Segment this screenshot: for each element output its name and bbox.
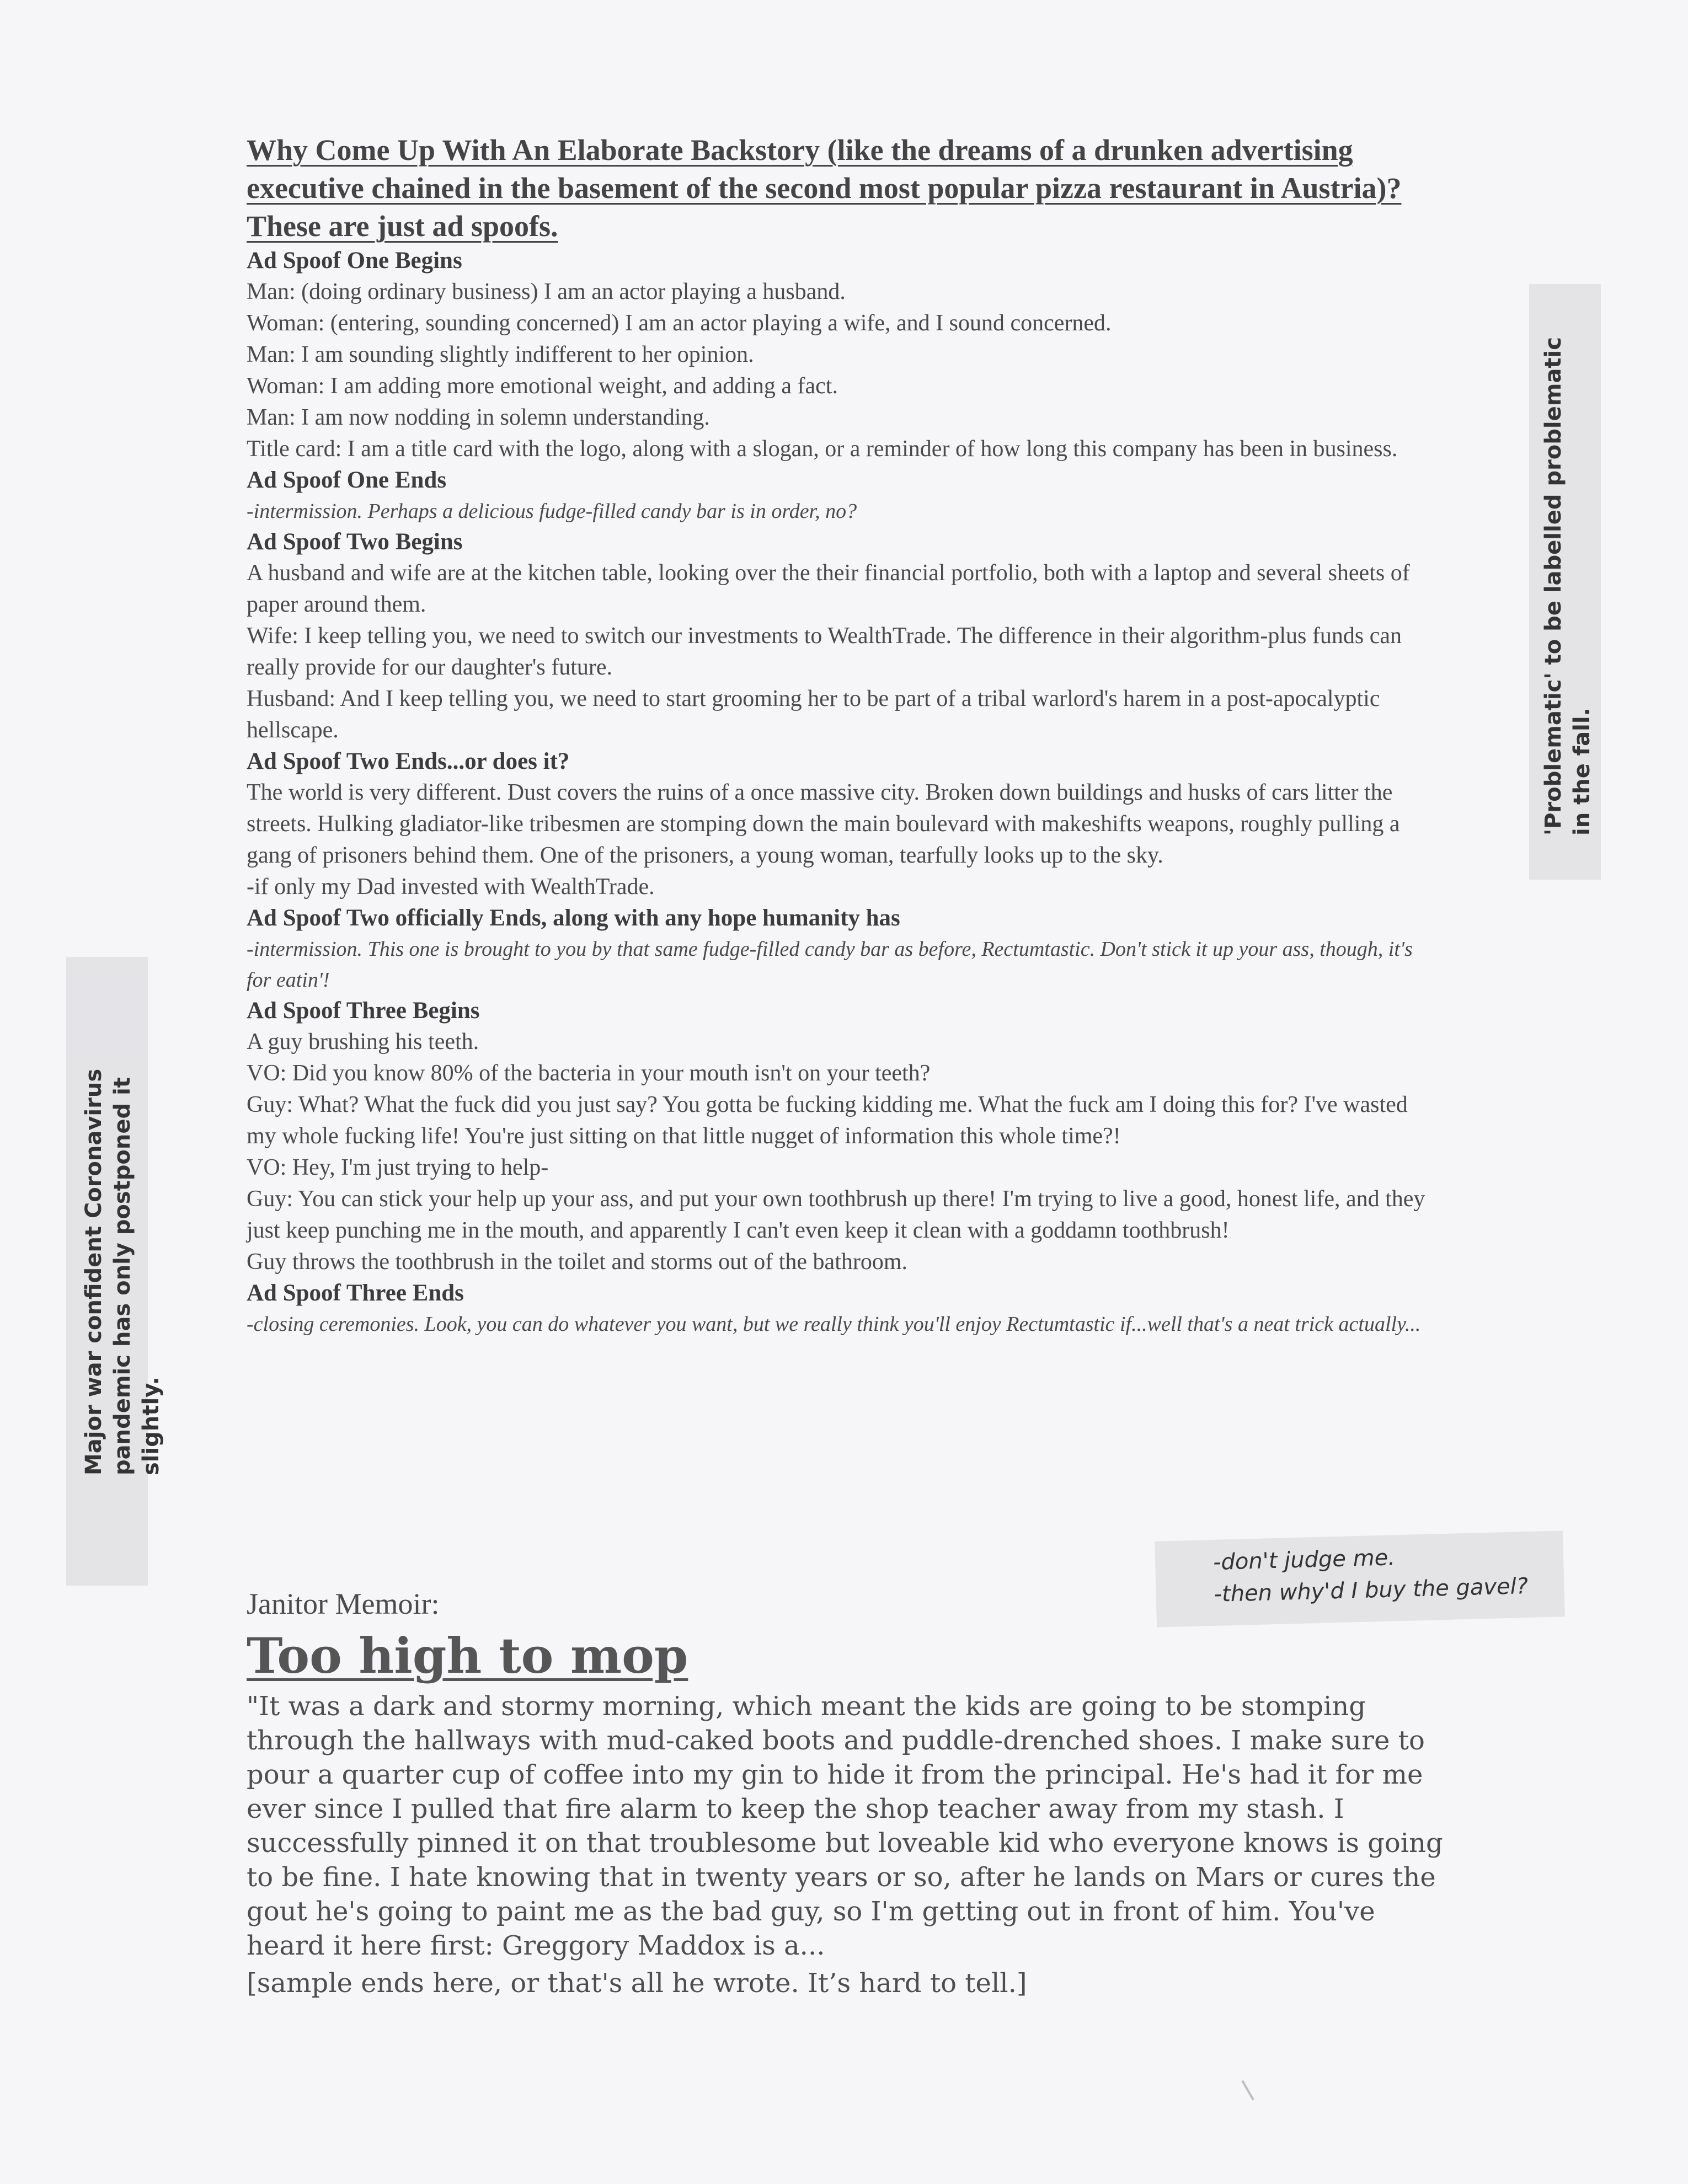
tape-note-right-text: 'Problematic' to be labelled problematic in the fall. [1541, 337, 1595, 836]
document-heading: Why Come Up With An Elaborate Backstory (like the dreams of a drunken advertising executive chained in the basement of the second most popular pizza restaurant in Austria)? These are just ad spoofs. [247, 133, 1402, 243]
tape-note-gavel-line-2: -then why'd I buy the gavel? [1214, 1573, 1529, 1607]
script-line: Guy: What? What the fuck did you just say? You gotta be fucking kidding me. What the fuck am I doing this for? I've wasted my whole fucking life! You're just sitting on that little nugget of information this whole time?! [247, 1092, 1408, 1149]
section-heading: Ad Spoof Two Ends...or does it? [247, 748, 570, 774]
memoir-title: Too high to mop [247, 1627, 688, 1684]
intermission-text: -intermission. Perhaps a delicious fudge-filled candy bar is in order, no? [247, 500, 857, 523]
janitor-memoir-section [247, 1585, 1449, 2000]
script-line: VO: Did you know 80% of the bacteria in your mouth isn't on your teeth? [247, 1061, 931, 1086]
script-line: -if only my Dad invested with WealthTrade. [247, 874, 655, 900]
script-line: Husband: And I keep telling you, we need to start grooming her to be part of a tribal warlord's harem in a post-apocalyptic hellscape. [247, 686, 1380, 743]
document-body [247, 131, 1438, 1340]
intermission-text: -closing ceremonies. Look, you can do whatever you want, but we really think you'll enjoy Rectumtastic if...well that's a neat trick actually... [247, 1313, 1421, 1336]
script-line: Man: I am now nodding in solemn understanding. [247, 405, 710, 430]
section-heading: Ad Spoof One Ends [247, 467, 447, 493]
tape-note-left [66, 957, 164, 1586]
memoir-footer: [sample ends here, or that's all he wrote. It’s hard to tell.] [247, 1968, 1027, 1999]
script-line: Title card: I am a title card with the logo, along with a slogan, or a reminder of how long this company has been in business. [247, 436, 1398, 462]
intermission-text: -intermission. This one is brought to you by that same fudge-filled candy bar as before, Rectumtastic. Don't stick it up your ass, though, it's for eatin'! [247, 938, 1413, 992]
script-line: VO: Hey, I'm just trying to help- [247, 1155, 549, 1180]
script-line: Guy: You can stick your help up your ass, and put your own toothbrush up there! I'm trying to live a good, honest life, and they just keep punching me in the mouth, and apparently I can't even keep it clean with a goddamn toothbrush! [247, 1186, 1425, 1243]
memoir-label: Janitor Memoir: [247, 1587, 440, 1620]
script-line: Man: I am sounding slightly indifferent to her opinion. [247, 342, 754, 367]
script-line: Woman: (entering, sounding concerned) I am an actor playing a wife, and I sound concerned. [247, 311, 1112, 336]
section-heading: Ad Spoof One Begins [247, 248, 462, 274]
script-line: Wife: I keep telling you, we need to switch our investments to WealthTrade. The difference in their algorithm-plus funds can really provide for our daughter's future. [247, 623, 1402, 680]
tape-note-left-text: Major war confident Coronavirus pandemic has only postponed it slightly. [81, 1068, 164, 1475]
tape-note-gavel-line-1: -don't judge me. [1212, 1545, 1396, 1575]
section-heading: Ad Spoof Three Ends [247, 1280, 464, 1306]
tape-note-gavel [1155, 1530, 1565, 1627]
tape-note-right [1529, 284, 1601, 880]
pencil-mark [1241, 2080, 1254, 2101]
script-line: A husband and wife are at the kitchen table, looking over the their financial portfolio, both with a laptop and several sheets of paper around them. [247, 560, 1410, 617]
memoir-body: "It was a dark and stormy morning, which meant the kids are going to be stomping through the hallways with mud-caked boots and puddle-drenched shoes. I make sure to pour a quarter cup of coffee into my gin to hide it from the principal. He's had it for me ever since I pulled that fire alarm to keep the shop teacher away from my stash. I successfully pinned it on that troublesome but loveable kid who everyone knows is going to be fine. I hate knowing that in twenty years or so, after he lands on Mars or cures the gout he's going to paint me as the bad guy, so I'm getting out in front of him. You've heard it here first: Greggory Maddox is a... [247, 1691, 1443, 1961]
script-line: Woman: I am adding more emotional weight, and adding a fact. [247, 373, 838, 399]
section-heading: Ad Spoof Two officially Ends, along with any hope humanity has [247, 905, 900, 931]
script-line: The world is very different. Dust covers the ruins of a once massive city. Broken down buildings and husks of cars litter the streets. Hulking gladiator-like tribesmen are stomping down the main boulevard with makeshifts weapons, roughly pulling a gang of prisoners behind them. One of the prisoners, a young woman, tearfully looks up to the sky. [247, 780, 1400, 868]
section-heading: Ad Spoof Two Begins [247, 529, 463, 555]
script-line: A guy brushing his teeth. [247, 1029, 479, 1054]
section-heading: Ad Spoof Three Begins [247, 998, 480, 1024]
script-line: Man: (doing ordinary business) I am an actor playing a husband. [247, 279, 846, 304]
script-line: Guy throws the toothbrush in the toilet and storms out of the bathroom. [247, 1249, 908, 1275]
ad-spoofs-section [247, 245, 1438, 1340]
